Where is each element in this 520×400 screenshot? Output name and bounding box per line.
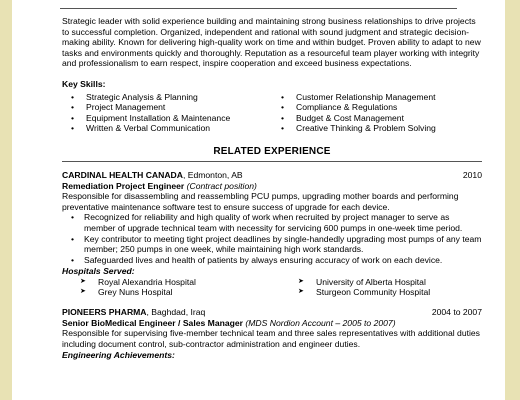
- hospital-item: ➤ Royal Alexandria Hospital: [62, 277, 280, 288]
- employer: [62, 307, 205, 318]
- job-header: [62, 307, 482, 318]
- section-divider: [62, 161, 482, 162]
- job-bullet: • Key contributor to meeting tight project deadlines by single-handedly upgrading most pumps of any team member; 250 pumps in one week, while maintaining high work standards.: [62, 234, 482, 255]
- skill-item: • Equipment Installation & Maintenance: [62, 113, 272, 124]
- job-title-note: (Contract position): [184, 180, 257, 191]
- skill-item: • Compliance & Regulations: [272, 102, 436, 113]
- hospital-item: ➤ Sturgeon Community Hospital: [280, 287, 480, 298]
- job-title-line: [62, 318, 482, 329]
- skills-column-right: [272, 92, 436, 134]
- job-dates: 2004 to 2007: [431, 307, 482, 318]
- hospital-item: ➤ Grey Nuns Hospital: [62, 287, 280, 298]
- skill-item: • Strategic Analysis & Planning: [62, 92, 272, 103]
- hospital-item: ➤ University of Alberta Hospital: [280, 277, 480, 288]
- company-location: , Baghdad, Iraq: [146, 307, 206, 318]
- job-dates: 2010: [462, 169, 482, 180]
- skill-item: • Creative Thinking & Problem Solving: [272, 123, 436, 134]
- job-title: Senior BioMedical Engineer / Sales Manager: [62, 317, 244, 328]
- related-experience-heading: RELATED EXPERIENCE: [213, 145, 331, 157]
- hospitals-served-label: Hospitals Served:: [62, 266, 135, 277]
- hospitals-list: [62, 277, 482, 298]
- job-entry-cardinal: [62, 170, 482, 298]
- key-skills-label: Key Skills:: [62, 78, 106, 89]
- employer: [62, 170, 243, 181]
- skill-item: • Written & Verbal Communication: [62, 123, 272, 134]
- summary-paragraph: Strategic leader with solid experience building and maintaining strong business relationships to drive projects to successful completion. Organized, independent and rational with sound judgment and strategic decision-making ability. Known for delivering high-quality work on time and within budget. Proven ability to adapt to new tasks and environments quickly and thoroughly. Reputation as a resourceful team player working with integrity and professionalism to earn respect, inspire cooperation and exceed business expectations.: [62, 16, 481, 69]
- job-bullet: • Recognized for reliability and high quality of work when recruited by project manager to serve as member of upgrade technical team with necessity for servicing 600 pumps in one-week time period.: [62, 212, 482, 233]
- job-title-line: [62, 181, 482, 192]
- company-name: PIONEERS PHARMA: [62, 307, 147, 318]
- job-description: Responsible for disassembling and reassembling PCU pumps, upgrading mother boards and performing preventative maintenance software test to ensure success of upgrade for each device.: [62, 191, 459, 212]
- job-entry-pioneers: [62, 307, 482, 361]
- key-skills-list: [62, 92, 482, 134]
- skill-item: • Project Management: [62, 102, 272, 113]
- job-description: Responsible for supervising five-member technical team and three sales representatives with additional duties including document control, sub-contractor administration and engineer duties.: [62, 328, 480, 349]
- company-location: , Edmonton, AB: [182, 169, 243, 180]
- top-divider: [60, 8, 457, 9]
- job-title-note: (MDS Nordion Account – 2005 to 2007): [243, 317, 396, 328]
- skill-item: • Customer Relationship Management: [272, 92, 436, 103]
- job-bullets: [62, 212, 482, 265]
- job-title: Remediation Project Engineer: [62, 180, 185, 191]
- skill-item: • Budget & Cost Management: [272, 113, 436, 124]
- skills-column-left: [62, 92, 272, 134]
- company-name: CARDINAL HEALTH CANADA: [62, 169, 183, 180]
- achievements-label: Engineering Achievements:: [62, 350, 175, 361]
- resume-content: [62, 16, 482, 363]
- job-header: [62, 170, 482, 181]
- resume-page: [12, 0, 505, 400]
- job-bullet: • Safeguarded lives and health of patients by always ensuring accuracy of work on each device.: [62, 255, 482, 266]
